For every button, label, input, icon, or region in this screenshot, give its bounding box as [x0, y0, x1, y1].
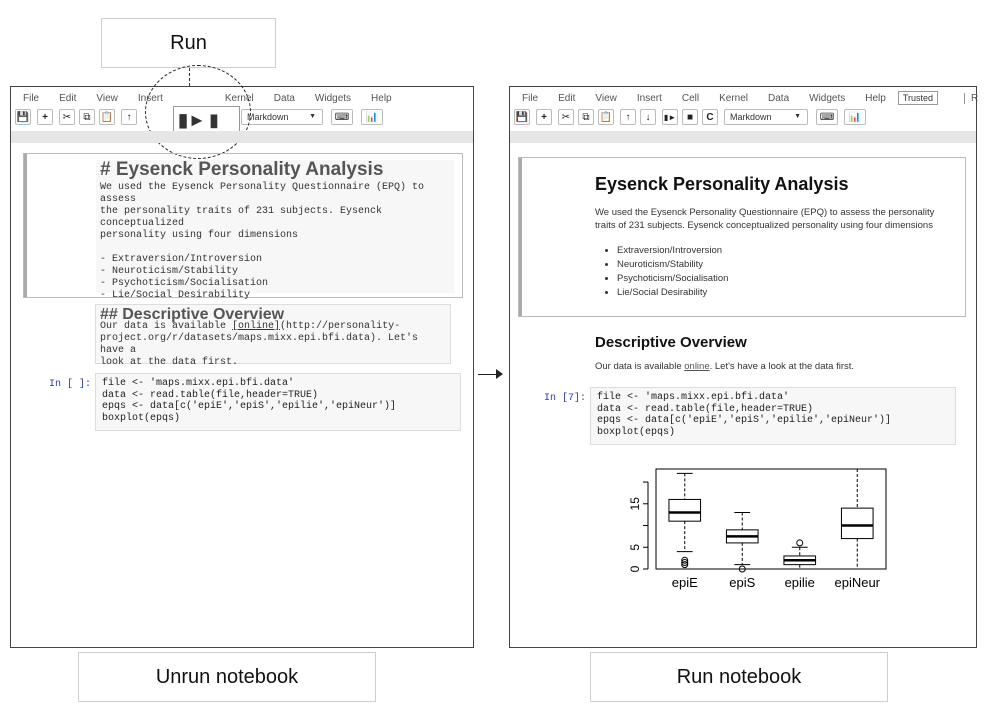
- menu-insert[interactable]: Insert: [636, 92, 662, 104]
- toolbar-divider: [11, 131, 473, 143]
- run-notebook-label: Run notebook: [590, 652, 888, 702]
- markdown-cell-raw[interactable]: [23, 153, 463, 301]
- run-notebook-window: [509, 86, 977, 648]
- restart-icon[interactable]: C: [702, 109, 718, 125]
- add-cell-icon[interactable]: +: [536, 109, 552, 125]
- menu-data[interactable]: Data: [273, 92, 295, 104]
- paste-icon[interactable]: 📋: [99, 109, 115, 125]
- code-cell-input[interactable]: [590, 387, 956, 445]
- code-line: file <- 'maps.mixx.epi.bfi.data': [597, 392, 790, 403]
- y-tick-label: 15: [628, 497, 642, 511]
- list-item: • Lie/Social Desirability: [617, 286, 728, 300]
- y-tick-label: 5: [628, 543, 642, 551]
- chart-icon[interactable]: 📊: [361, 109, 383, 125]
- save-icon[interactable]: 💾: [514, 109, 530, 125]
- cell-selection-bar: [24, 154, 27, 297]
- md2-title-raw: ## Descriptive Overview: [100, 306, 285, 323]
- rendered-h2: Descriptive Overview: [595, 334, 747, 351]
- md-title-raw: # Eysenck Personality Analysis: [100, 159, 384, 180]
- box-epiNeur: [841, 508, 873, 538]
- menu-view[interactable]: View: [595, 92, 617, 104]
- menu-bar: [510, 87, 979, 109]
- x-category-label: epiE: [671, 575, 698, 590]
- menu-help[interactable]: Help: [371, 92, 392, 104]
- markdown-cell-rendered[interactable]: [518, 157, 966, 317]
- menu-widgets[interactable]: Widgets: [314, 92, 352, 104]
- md-list-item: - Neuroticism/Stability: [100, 266, 239, 277]
- menu-file[interactable]: File: [23, 92, 40, 104]
- copy-icon[interactable]: ⧉: [578, 109, 594, 125]
- online-link[interactable]: online: [684, 361, 710, 372]
- cell-type-select[interactable]: Markdown ▼: [241, 109, 323, 125]
- menu-edit[interactable]: Edit: [558, 92, 576, 104]
- menu-kernel[interactable]: Kernel: [719, 92, 749, 104]
- rendered-title: Eysenck Personality Analysis: [595, 174, 849, 194]
- code-line: data <- read.table(file,header=TRUE): [102, 389, 319, 401]
- add-cell-icon[interactable]: +: [37, 109, 53, 125]
- md-paragraph-line-3: personality using four dimensions: [100, 230, 299, 241]
- keyboard-icon[interactable]: ⌨: [331, 109, 353, 125]
- code-line: epqs <- data[c('epiE','epiS','epilie','epiNeur')]: [102, 401, 397, 412]
- code-cell-input[interactable]: [95, 373, 461, 431]
- move-up-icon[interactable]: ↑: [121, 109, 137, 125]
- list-item: • Psychoticism/Socialisation: [617, 272, 728, 286]
- run-icon[interactable]: ▮►: [662, 109, 678, 125]
- x-category-label: epiS: [729, 575, 756, 590]
- cell-selection-bar: [519, 158, 522, 316]
- keyboard-icon[interactable]: ⌨: [816, 109, 838, 125]
- code-line: file <- 'maps.mixx.epi.bfi.data': [102, 378, 295, 389]
- code-line: boxplot(epqs): [597, 426, 676, 438]
- menu-view[interactable]: View: [96, 92, 118, 104]
- md-list-item: - Psychoticism/Socialisation: [100, 278, 269, 289]
- toolbar-divider: [510, 131, 976, 143]
- markdown-cell-raw-2[interactable]: [95, 304, 451, 368]
- copy-icon[interactable]: ⧉: [79, 109, 95, 125]
- paste-icon[interactable]: 📋: [598, 109, 614, 125]
- run-button-zoom[interactable]: ▮►: [173, 106, 211, 136]
- run-label: Run: [101, 18, 276, 68]
- toolbar: [510, 109, 976, 129]
- rendered-paragraph: We used the Eysenck Personality Questionnaire (EPQ) to assess the personality traits of 231 subjects. Eysenck conceptualized personality using four dimensions: [595, 207, 935, 231]
- box-epiE: [669, 499, 701, 521]
- menu-help[interactable]: Help: [865, 92, 886, 104]
- list-item: • Neuroticism/Stability: [617, 258, 728, 272]
- menu-insert[interactable]: Insert: [137, 92, 163, 104]
- md2-link[interactable]: [online]: [232, 321, 281, 332]
- stop-icon[interactable]: ■: [682, 109, 698, 125]
- save-icon[interactable]: 💾: [15, 109, 31, 125]
- code-line: data <- read.table(file,header=TRUE): [597, 403, 814, 415]
- rendered-paragraph-2: Our data is available online. Let's have a look at the data first.: [595, 361, 855, 372]
- list-item: • Extraversion/Introversion: [617, 244, 728, 258]
- move-up-icon[interactable]: ↑: [620, 109, 636, 125]
- menu-cell[interactable]: Cell: [681, 92, 700, 104]
- md-list-item: - Extraversion/Introversion: [100, 254, 263, 265]
- menu-data[interactable]: Data: [768, 92, 790, 104]
- unrun-notebook-window: [10, 86, 474, 648]
- zoom-circle: [145, 65, 251, 159]
- chart-icon[interactable]: 📊: [844, 109, 866, 125]
- menu-file[interactable]: File: [522, 92, 539, 104]
- rendered-list: [599, 244, 728, 300]
- unrun-notebook-label: Unrun notebook: [78, 652, 376, 702]
- stop-button-zoom[interactable]: ▮: [209, 106, 240, 136]
- boxplot-output: [596, 461, 896, 601]
- cell-prompt: In [7]:: [543, 393, 586, 404]
- cell-prompt: In [ ]:: [48, 379, 91, 390]
- markdown-source[interactable]: [96, 159, 454, 301]
- md-list-item: - Lie/Social Desirability: [100, 290, 251, 301]
- menu-widgets[interactable]: Widgets: [809, 92, 846, 104]
- trusted-badge[interactable]: Trusted: [898, 91, 938, 105]
- arrow-head-icon: [496, 369, 503, 379]
- md2-line-1: Our data is available [online](http://personality-: [100, 321, 401, 332]
- menu-edit[interactable]: Edit: [59, 92, 77, 104]
- cut-icon[interactable]: ✂: [59, 109, 75, 125]
- md-paragraph-line-2: the personality traits of 231 subjects. Eysenck conceptualized: [100, 206, 383, 229]
- kernel-indicator: R: [964, 93, 978, 104]
- x-category-label: epilie: [784, 575, 815, 590]
- y-tick-label: 0: [628, 565, 642, 573]
- code-line: boxplot(epqs): [102, 412, 181, 424]
- md2-line-3: look at the data first.: [100, 357, 239, 368]
- cell-type-select[interactable]: Markdown ▼: [724, 109, 808, 125]
- md-paragraph-line-1: We used the Eysenck Personality Questionnaire (EPQ) to assess: [100, 182, 425, 205]
- code-line: epqs <- data[c('epiE','epiS','epilie','epiNeur')]: [597, 415, 892, 426]
- md2-line-2: project.org/r/datasets/maps.mixx.epi.bfi.data). Let's have a: [100, 333, 419, 356]
- cut-icon[interactable]: ✂: [558, 109, 574, 125]
- x-category-label: epiNeur: [834, 575, 881, 590]
- outlier-point: [797, 540, 803, 546]
- menu-kernel[interactable]: Kernel: [224, 92, 254, 104]
- move-down-icon[interactable]: ↓: [640, 109, 656, 125]
